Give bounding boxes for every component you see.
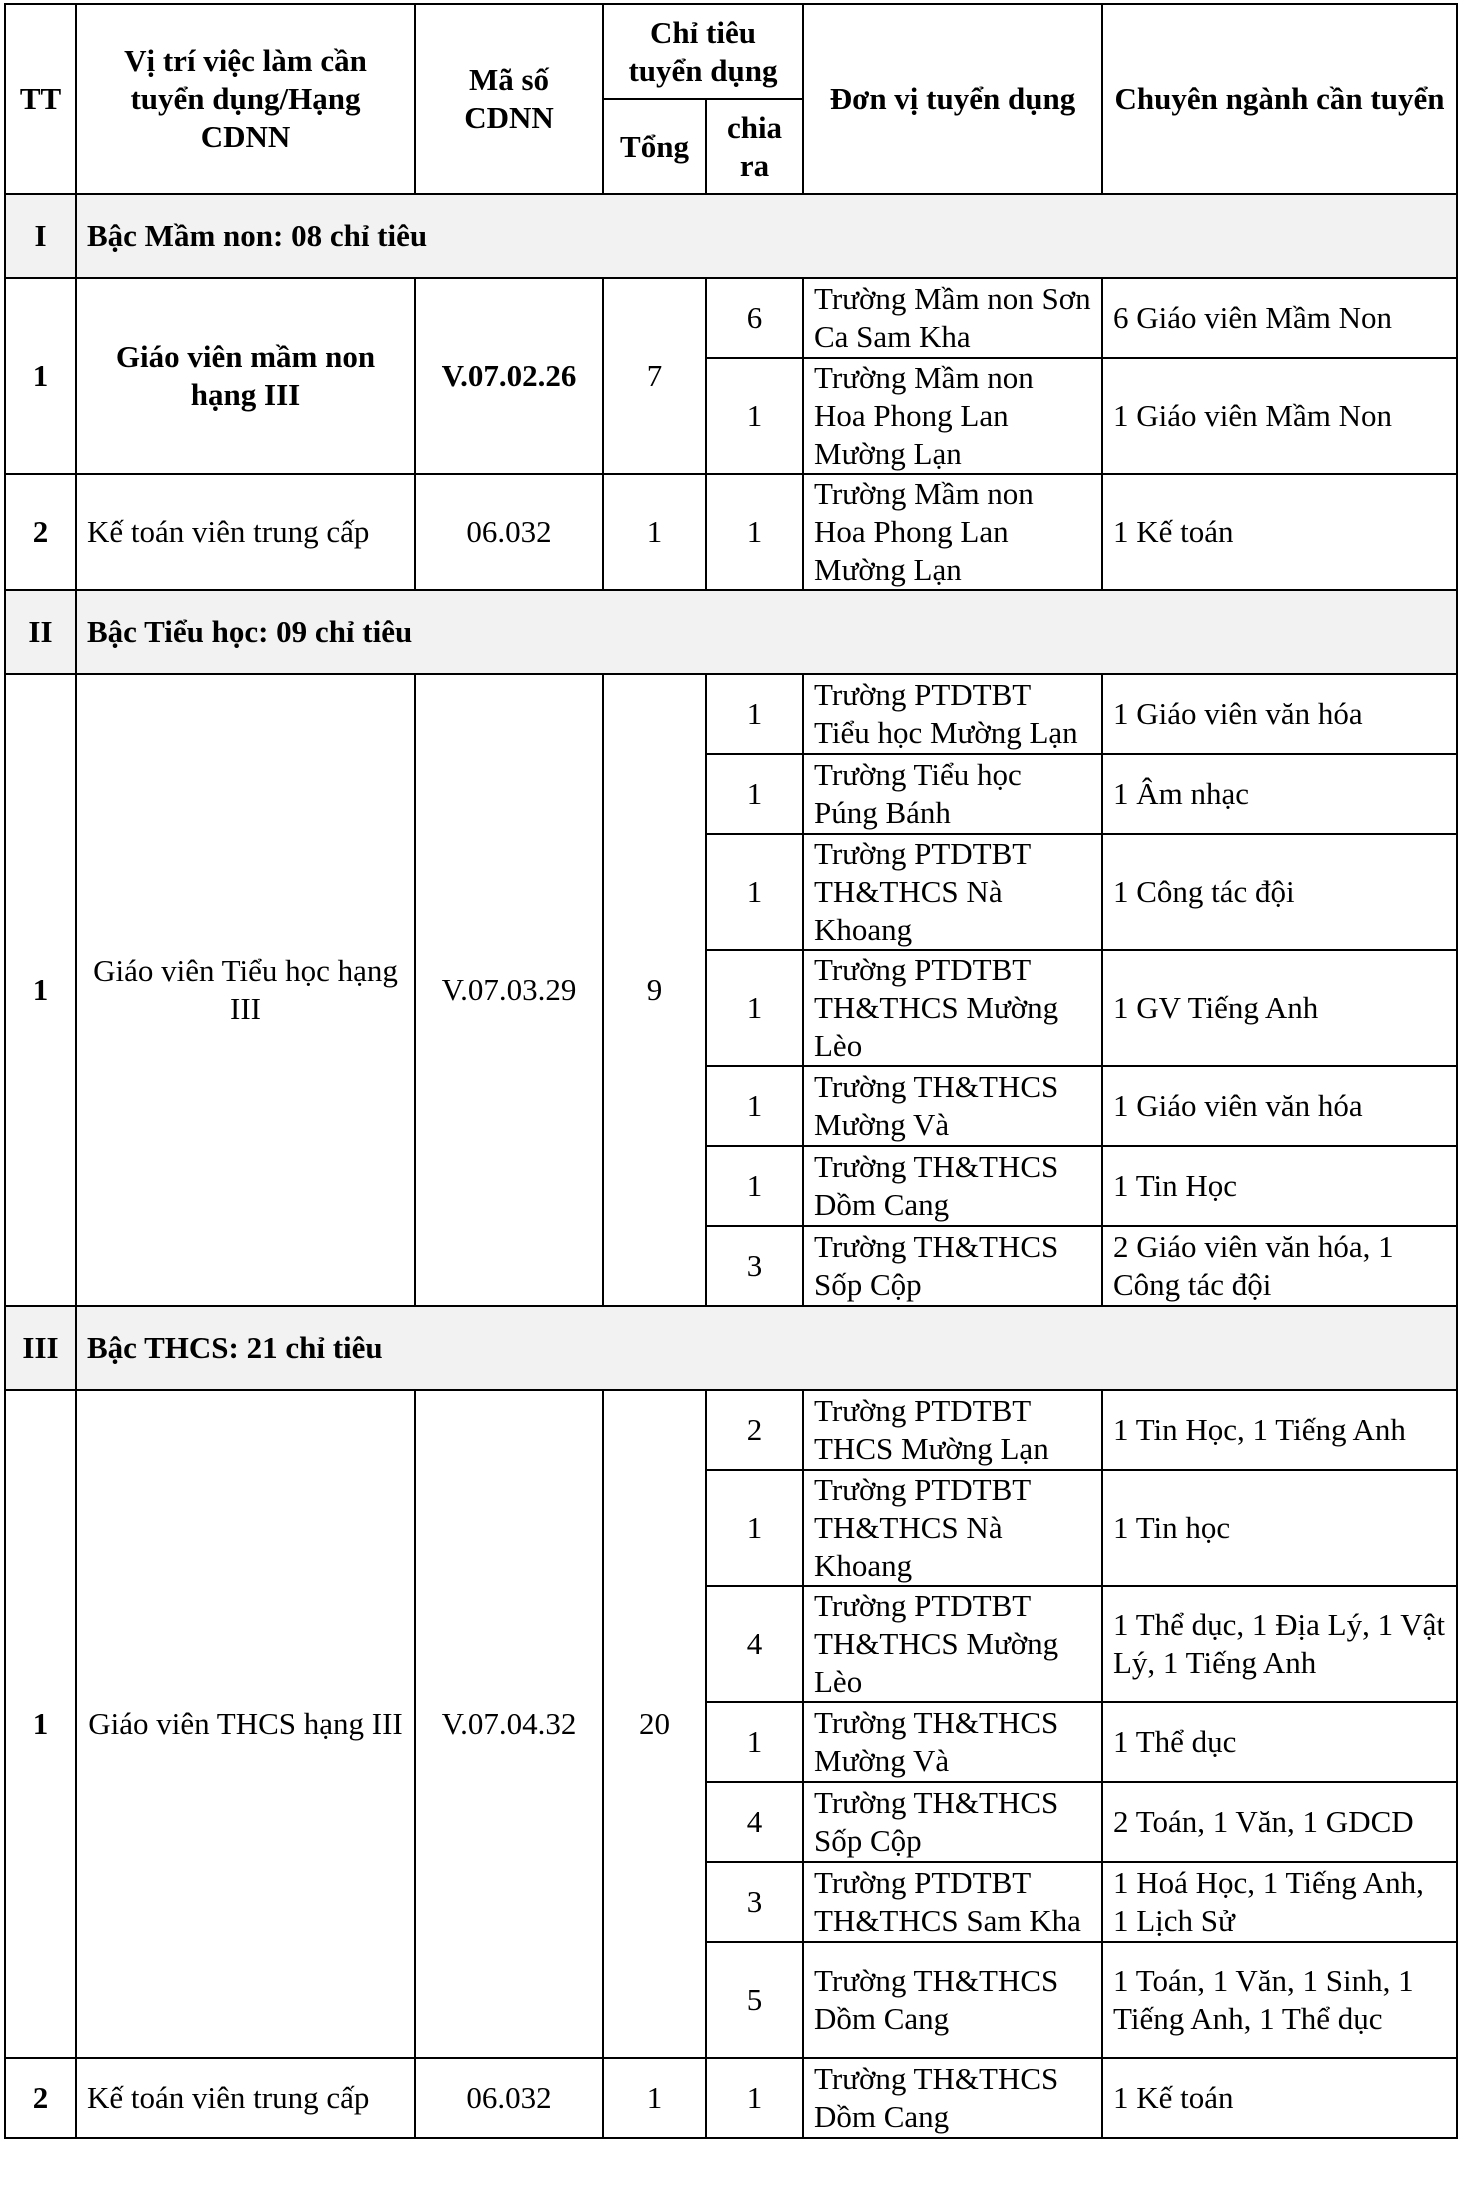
- row-total: 9: [603, 674, 706, 1306]
- row-code: V.07.03.29: [415, 674, 603, 1306]
- row-code: 06.032: [415, 474, 603, 590]
- section-row: [5, 590, 1457, 674]
- row-unit: Trường TH&THCS Dồm Cang: [803, 2058, 1102, 2138]
- row-unit: Trường TH&THCS Sốp Cộp: [803, 1226, 1102, 1306]
- row-unit: Trường PTDTBT TH&THCS Nà Khoang: [803, 1470, 1102, 1586]
- row-position: Giáo viên Tiểu học hạng III: [76, 674, 415, 1306]
- row-unit: Trường TH&THCS Mường Và: [803, 1702, 1102, 1782]
- header-unit: Đơn vị tuyển dụng: [803, 4, 1102, 194]
- section-roman: III: [5, 1306, 76, 1390]
- row-unit: Trường PTDTBT TH&THCS Sam Kha: [803, 1862, 1102, 1942]
- table-row: [5, 474, 1457, 590]
- header-split: chia ra: [706, 99, 803, 194]
- header-quota: Chỉ tiêu tuyển dụng: [603, 4, 803, 99]
- row-tt: 2: [5, 474, 76, 590]
- row-tt: 2: [5, 2058, 76, 2138]
- row-position: Giáo viên THCS hạng III: [76, 1390, 415, 2058]
- section-row: [5, 194, 1457, 278]
- row-unit: Trường TH&THCS Sốp Cộp: [803, 1782, 1102, 1862]
- row-major: 6 Giáo viên Mầm Non: [1102, 278, 1457, 358]
- row-code: V.07.04.32: [415, 1390, 603, 2058]
- row-major: 1 Giáo viên văn hóa: [1102, 674, 1457, 754]
- header-tt: TT: [5, 4, 76, 194]
- row-major: 1 Âm nhạc: [1102, 754, 1457, 834]
- row-unit: Trường Tiểu học Púng Bánh: [803, 754, 1102, 834]
- section-roman: I: [5, 194, 76, 278]
- row-unit: Trường Mầm non Hoa Phong Lan Mường Lạn: [803, 474, 1102, 590]
- section-title: Bậc Mầm non: 08 chỉ tiêu: [76, 194, 1457, 278]
- row-split-count: 1: [706, 358, 803, 474]
- row-major: 1 Tin Học: [1102, 1146, 1457, 1226]
- row-code: V.07.02.26: [415, 278, 603, 474]
- row-split-count: 1: [706, 1146, 803, 1226]
- section-row: [5, 1306, 1457, 1390]
- row-unit: Trường Mầm non Sơn Ca Sam Kha: [803, 278, 1102, 358]
- table-row: [5, 2058, 1457, 2138]
- row-major: 1 Kế toán: [1102, 2058, 1457, 2138]
- row-unit: Trường PTDTBT Tiểu học Mường Lạn: [803, 674, 1102, 754]
- row-major: 2 Toán, 1 Văn, 1 GDCD: [1102, 1782, 1457, 1862]
- recruitment-table: [4, 3, 1458, 2139]
- row-split-count: 1: [706, 674, 803, 754]
- row-unit: Trường TH&THCS Dồm Cang: [803, 1146, 1102, 1226]
- row-split-count: 1: [706, 1702, 803, 1782]
- row-major: 1 Thể dục, 1 Địa Lý, 1 Vật Lý, 1 Tiếng Anh: [1102, 1586, 1457, 1702]
- row-major: 1 Toán, 1 Văn, 1 Sinh, 1 Tiếng Anh, 1 Thể dục: [1102, 1942, 1457, 2058]
- row-unit: Trường Mầm non Hoa Phong Lan Mường Lạn: [803, 358, 1102, 474]
- row-split-count: 1: [706, 474, 803, 590]
- row-major: 1 GV Tiếng Anh: [1102, 950, 1457, 1066]
- header-position: Vị trí việc làm cần tuyển dụng/Hạng CDNN: [76, 4, 415, 194]
- row-split-count: 1: [706, 1470, 803, 1586]
- row-tt: 1: [5, 278, 76, 474]
- row-major: 1 Thể dục: [1102, 1702, 1457, 1782]
- header-total: Tổng: [603, 99, 706, 194]
- section-roman: II: [5, 590, 76, 674]
- row-major: 1 Tin học: [1102, 1470, 1457, 1586]
- row-major: 1 Công tác đội: [1102, 834, 1457, 950]
- row-split-count: 4: [706, 1782, 803, 1862]
- row-major: 1 Kế toán: [1102, 474, 1457, 590]
- row-tt: 1: [5, 1390, 76, 2058]
- row-split-count: 6: [706, 278, 803, 358]
- row-major: 1 Giáo viên Mầm Non: [1102, 358, 1457, 474]
- row-code: 06.032: [415, 2058, 603, 2138]
- row-split-count: 5: [706, 1942, 803, 2058]
- row-unit: Trường PTDTBT THCS Mường Lạn: [803, 1390, 1102, 1470]
- section-title: Bậc Tiểu học: 09 chỉ tiêu: [76, 590, 1457, 674]
- row-unit: Trường PTDTBT TH&THCS Nà Khoang: [803, 834, 1102, 950]
- row-position: Giáo viên mầm non hạng III: [76, 278, 415, 474]
- header-code: Mã số CDNN: [415, 4, 603, 194]
- table-row: [5, 278, 1457, 358]
- row-split-count: 2: [706, 1390, 803, 1470]
- table-row: [5, 674, 1457, 754]
- row-split-count: 1: [706, 1066, 803, 1146]
- row-split-count: 1: [706, 2058, 803, 2138]
- row-unit: Trường TH&THCS Mường Và: [803, 1066, 1102, 1146]
- row-major: 1 Tin Học, 1 Tiếng Anh: [1102, 1390, 1457, 1470]
- row-total: 1: [603, 474, 706, 590]
- table-body: [5, 194, 1457, 2138]
- row-split-count: 1: [706, 834, 803, 950]
- row-unit: Trường PTDTBT TH&THCS Mường Lèo: [803, 1586, 1102, 1702]
- row-split-count: 1: [706, 754, 803, 834]
- row-split-count: 1: [706, 950, 803, 1066]
- row-unit: Trường PTDTBT TH&THCS Mường Lèo: [803, 950, 1102, 1066]
- row-split-count: 4: [706, 1586, 803, 1702]
- section-title: Bậc THCS: 21 chỉ tiêu: [76, 1306, 1457, 1390]
- row-split-count: 3: [706, 1862, 803, 1942]
- table-row: [5, 1390, 1457, 1470]
- row-major: 2 Giáo viên văn hóa, 1 Công tác đội: [1102, 1226, 1457, 1306]
- row-major: 1 Hoá Học, 1 Tiếng Anh, 1 Lịch Sử: [1102, 1862, 1457, 1942]
- row-total: 7: [603, 278, 706, 474]
- row-unit: Trường TH&THCS Dồm Cang: [803, 1942, 1102, 2058]
- row-total: 1: [603, 2058, 706, 2138]
- row-position: Kế toán viên trung cấp: [76, 474, 415, 590]
- row-total: 20: [603, 1390, 706, 2058]
- row-major: 1 Giáo viên văn hóa: [1102, 1066, 1457, 1146]
- header-major: Chuyên ngành cần tuyển: [1102, 4, 1457, 194]
- row-tt: 1: [5, 674, 76, 1306]
- row-split-count: 3: [706, 1226, 803, 1306]
- row-position: Kế toán viên trung cấp: [76, 2058, 415, 2138]
